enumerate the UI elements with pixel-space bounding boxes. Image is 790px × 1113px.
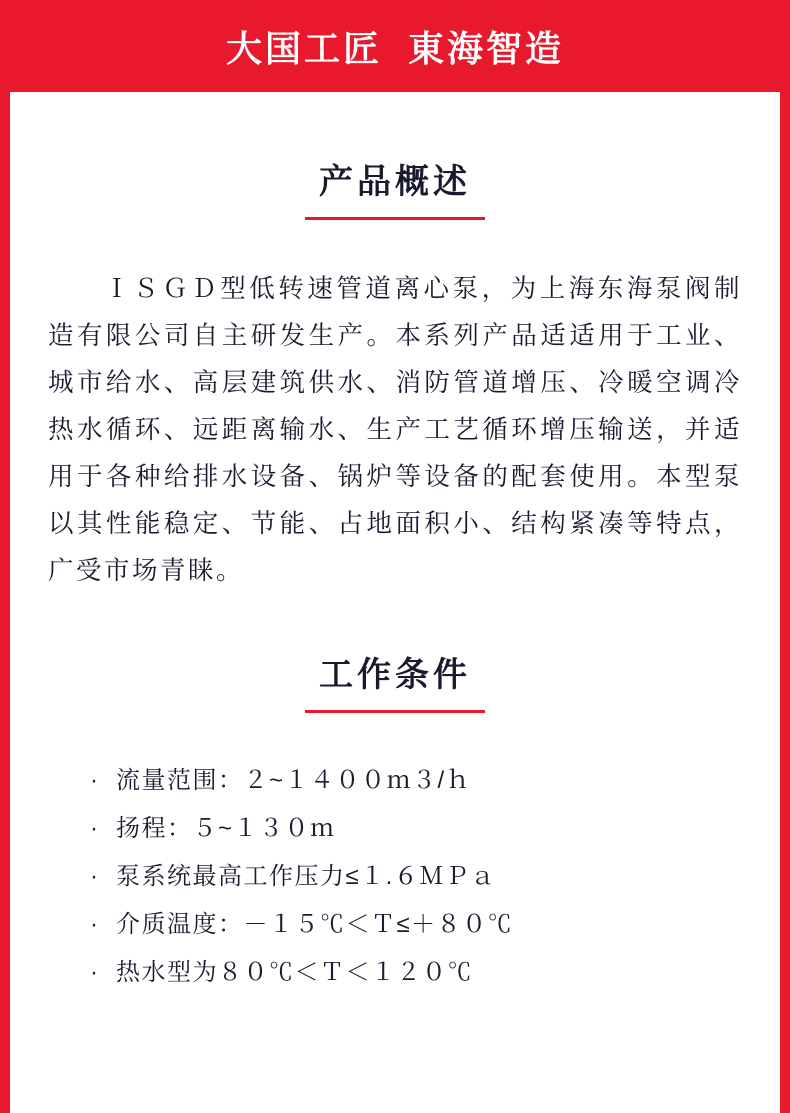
- heading-underline-overview: [305, 217, 485, 220]
- bullet-icon: ·: [90, 767, 100, 794]
- bullet-icon: ·: [90, 815, 100, 842]
- banner-title: 大国工匠 東海智造: [225, 27, 564, 69]
- list-item: [90, 805, 752, 853]
- list-item: [90, 757, 752, 805]
- section-heading-wrap-overview: [38, 154, 752, 220]
- list-item: [90, 901, 752, 949]
- working-conditions-list: [38, 757, 752, 997]
- list-item-label: 扬程：５~１３０ｍ: [116, 815, 336, 842]
- section-heading-conditions: 工作条件: [319, 656, 471, 694]
- section-heading-overview: 产品概述: [319, 163, 471, 201]
- page-content: [10, 92, 780, 1113]
- section-heading-wrap-conditions: [38, 647, 752, 713]
- list-item-label: 介质温度：－１５℃＜Ｔ≤＋８０℃: [116, 911, 514, 938]
- overview-paragraph: ＩＳＧＤ型低转速管道离心泵，为上海东海泵阀制造有限公司自主研发生产。本系列产品适适用于工业、城市给水、高层建筑供水、消防管道增压、冷暖空调冷热水循环、远距离输水、生产工艺循环增压输送，并适用于各种给排水设备、锅炉等设备的配套使用。本型泵以其性能稳定、节能、占地面积小、结构紧凑等特点，广受市场青睐。: [48, 275, 742, 585]
- section-working-conditions: [38, 647, 752, 997]
- list-item-label: 热水型为８０℃＜Ｔ＜１２０℃: [116, 959, 473, 986]
- section-product-overview: [38, 154, 752, 595]
- list-item-label: 泵系统最高工作压力≤１.６ＭＰａ: [116, 863, 496, 890]
- list-item: [90, 853, 752, 901]
- page-banner: [0, 0, 790, 92]
- heading-underline-conditions: [305, 710, 485, 713]
- bullet-icon: ·: [90, 959, 100, 986]
- list-item-label: 流量范围：２~１４００ｍ３/ｈ: [116, 767, 472, 794]
- list-item: [90, 949, 752, 997]
- bullet-icon: ·: [90, 911, 100, 938]
- bullet-icon: ·: [90, 863, 100, 890]
